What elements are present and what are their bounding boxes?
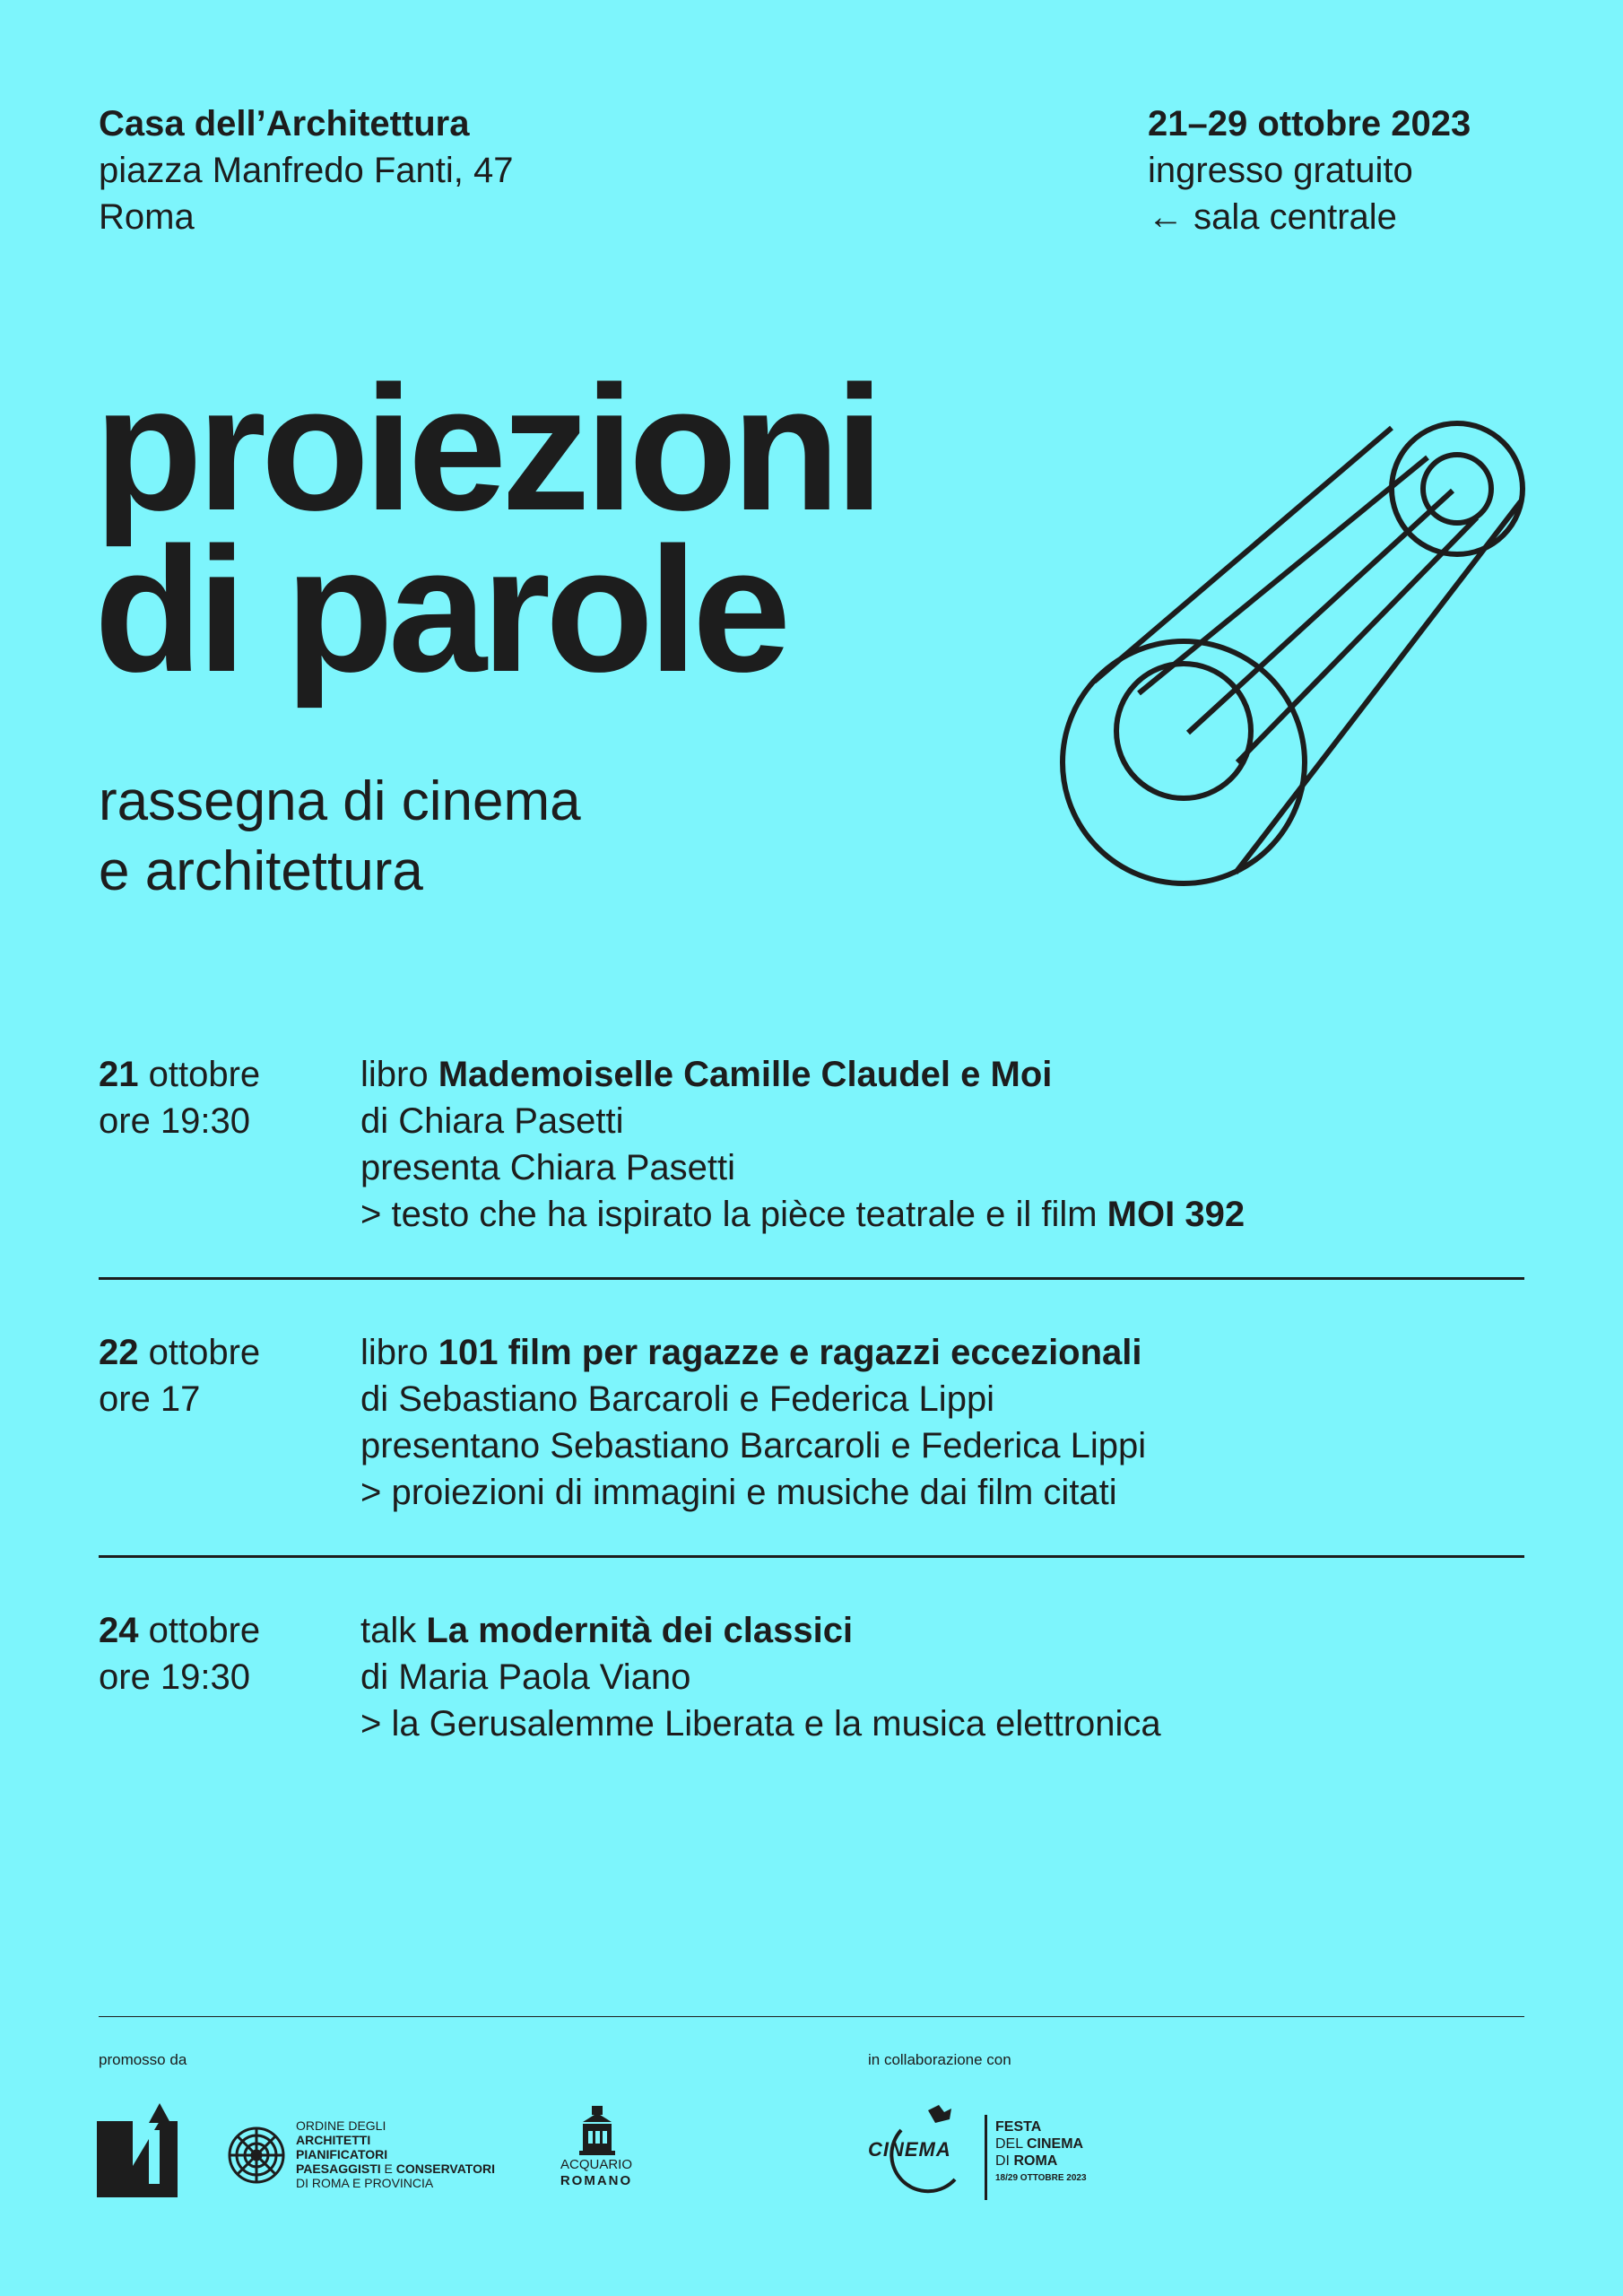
page-title xyxy=(94,349,879,709)
title-line-2: di parole xyxy=(94,510,786,709)
ordine-line-4c: CONSERVATORI xyxy=(395,2161,495,2176)
ordine-line-4b: E xyxy=(384,2161,393,2176)
event-dates: 21–29 ottobre 2023 xyxy=(1148,104,1471,144)
event-day: 24 xyxy=(99,1611,139,1650)
subtitle-line-2: e architettura xyxy=(99,840,423,902)
festa-line-3a: DI xyxy=(995,2153,1010,2169)
title-line-1: proiezioni xyxy=(94,349,879,547)
event-month: ottobre xyxy=(148,1055,261,1094)
event-time: ore 17 xyxy=(99,1379,201,1419)
festa-line-2b: CINEMA xyxy=(1026,2136,1084,2152)
ordine-line-2: ARCHITETTI xyxy=(296,2133,371,2147)
collaboration-label: in collaborazione con xyxy=(868,2051,1011,2068)
event-1-date xyxy=(99,1051,260,1144)
divider xyxy=(99,1555,1524,1558)
event-presenter: presentano Sebastiano Barcaroli e Federica Lippi xyxy=(360,1426,1147,1465)
ordine-line-4a: PAESAGGISTI xyxy=(296,2161,381,2176)
room-info: ← sala centrale xyxy=(1148,197,1397,237)
event-month: ottobre xyxy=(148,1611,261,1650)
event-3-details xyxy=(360,1607,1161,1747)
event-name: Mademoiselle Camille Claudel e Moi xyxy=(438,1055,1053,1094)
event-2-date xyxy=(99,1329,260,1422)
ordine-line-5: DI ROMA E PROVINCIA xyxy=(296,2176,434,2190)
event-day: 22 xyxy=(99,1333,139,1372)
event-author: di Chiara Pasetti xyxy=(360,1101,624,1141)
event-day: 21 xyxy=(99,1055,139,1094)
event-type: libro xyxy=(360,1055,429,1094)
venue-address: piazza Manfredo Fanti, 47 xyxy=(99,151,514,190)
acquario-romano-text xyxy=(556,2157,637,2189)
acquario-romano-building-icon xyxy=(579,2106,615,2155)
event-note: > testo che ha ispirato la pièce teatrale e il film xyxy=(360,1195,1098,1234)
subtitle-line-1: rassegna di cinema xyxy=(99,770,581,832)
info-block xyxy=(1148,100,1471,240)
footer-divider xyxy=(99,2016,1524,2017)
event-2-details xyxy=(360,1329,1146,1516)
event-author: di Maria Paola Viano xyxy=(360,1657,691,1697)
ordine-architetti-text xyxy=(296,2118,495,2190)
event-type: talk xyxy=(360,1611,417,1650)
event-time: ore 19:30 xyxy=(99,1657,251,1697)
divider xyxy=(99,1277,1524,1280)
cinema-logo-text: CINEMA xyxy=(868,2138,951,2161)
page-subtitle xyxy=(99,767,581,907)
ordine-architetti-emblem xyxy=(227,2126,286,2185)
event-presenter: presenta Chiara Pasetti xyxy=(360,1148,736,1187)
ordine-line-1: ORDINE DEGLI xyxy=(296,2118,386,2133)
festa-line-4: 18/29 OTTOBRE 2023 xyxy=(995,2173,1087,2183)
event-name: La modernità dei classici xyxy=(426,1611,854,1650)
logo-separator xyxy=(985,2115,987,2200)
event-note: > la Gerusalemme Liberata e la musica elettronica xyxy=(360,1704,1161,1744)
event-author: di Sebastiano Barcaroli e Federica Lippi xyxy=(360,1379,995,1419)
ordine-line-3: PIANIFICATORI xyxy=(296,2147,388,2161)
promoted-by-label: promosso da xyxy=(99,2051,187,2068)
festa-line-2a: DEL xyxy=(995,2136,1023,2152)
festa-line-1: FESTA xyxy=(995,2119,1042,2135)
event-month: ottobre xyxy=(148,1333,261,1372)
event-type: libro xyxy=(360,1333,429,1372)
acquario-line-1: ACQUARIO xyxy=(560,2157,632,2172)
event-name: 101 film per ragazze e ragazzi eccezionali xyxy=(438,1333,1142,1372)
venue-name: Casa dell’Architettura xyxy=(99,104,470,144)
festa-cinema-text xyxy=(995,2118,1087,2187)
event-note-bold: MOI 392 xyxy=(1107,1195,1245,1234)
event-1-details xyxy=(360,1051,1245,1238)
festa-line-3b: ROMA xyxy=(1013,2153,1058,2169)
event-3-date xyxy=(99,1607,260,1700)
film-reel-icon xyxy=(1058,417,1533,892)
event-note: > proiezioni di immagini e musiche dai film citati xyxy=(360,1473,1117,1512)
entry-info: ingresso gratuito xyxy=(1148,151,1413,190)
venue-city: Roma xyxy=(99,197,195,237)
event-time: ore 19:30 xyxy=(99,1101,251,1141)
casa-architettura-logo xyxy=(97,2103,178,2197)
venue-block xyxy=(99,100,513,240)
acquario-line-2: ROMANO xyxy=(560,2173,633,2188)
